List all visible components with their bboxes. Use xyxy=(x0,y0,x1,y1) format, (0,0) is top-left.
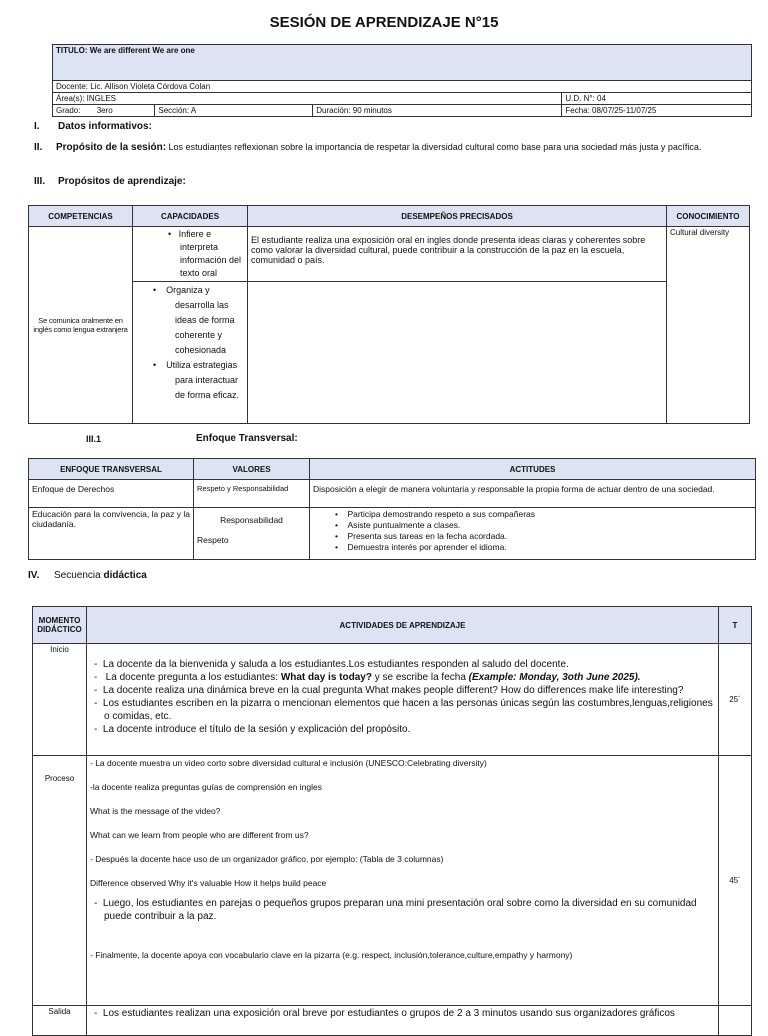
capacidad-1: • Infiere e interpreta información del texto oral xyxy=(168,229,242,278)
proceso-time xyxy=(719,756,752,1006)
actitud-1: • Participa demostrando respeto a sus compañeras xyxy=(335,509,536,519)
enfoque-row2-actitudes xyxy=(310,508,756,560)
actitud-4: • Demuestra interés por aprender el idioma. xyxy=(335,542,507,552)
capacidad-1-cell xyxy=(133,227,248,282)
area-text: Área(s): INGLES xyxy=(56,94,117,103)
enfoque-row1-valor xyxy=(194,480,310,508)
valor-respeto-responsabilidad: Respeto y Responsabilidad xyxy=(197,484,289,493)
momento-proceso xyxy=(33,756,87,1006)
inicio-item-2-a: La docente pregunta a los estudiantes: xyxy=(105,672,279,683)
actitud-1-text: Participa demostrando respeto a sus compañeras xyxy=(347,509,536,519)
salida-time xyxy=(719,1006,752,1036)
desempeno-text: El estudiante realiza una exposición oral en ingles donde presenta ideas claras y coherentes sobre como valorar la diversidad cultural, puede contribuir a la construcción de la paz en la escuela, comunidad o país. xyxy=(251,235,646,265)
section-2-body: Los estudiantes reflexionan sobre la importancia de respetar la diversidad cultural como base para una sociedad más justa y pacífica. xyxy=(168,142,702,152)
inicio-item-1: - La docente da la bienvenida y saluda a los estudiantes.Los estudiantes responden al saludo del docente. xyxy=(94,659,569,670)
area-cell xyxy=(53,93,562,105)
conocimiento-cell xyxy=(667,227,750,424)
inicio-time-value: 25´ xyxy=(729,695,741,704)
inicio-item-5: - La docente introduce el título de la sesión y explicación del propósito. xyxy=(94,724,411,735)
comp-header-desempenos: DESEMPEÑOS PRECISADOS xyxy=(248,206,667,227)
inicio-time xyxy=(719,644,752,756)
enfoque-derechos-text: Enfoque de Derechos xyxy=(32,484,115,494)
capacidad-3-text: Utiliza estrategias para interactuar de forma eficaz. xyxy=(166,360,240,400)
competencia-text: Se comunica oralmente en inglés como lengua extranjera xyxy=(33,316,128,334)
fecha-text: Fecha: 08/07/25-11/07/25 xyxy=(565,106,657,115)
section-2-text xyxy=(56,141,746,154)
proceso-item-2: -la docente realiza preguntas guías de comprensión en ingles xyxy=(90,782,323,792)
actitud-disposicion: Disposición a elegir de manera voluntaria y responsable la propia forma de actuar dentro de una sociedad. xyxy=(313,484,715,494)
valor-responsabilidad: Responsabilidad xyxy=(220,515,283,525)
competencia-cell xyxy=(29,227,133,424)
section-31-heading: Enfoque Transversal: xyxy=(196,433,298,444)
enfoque-header-valores: VALORES xyxy=(194,459,310,480)
enfoque-row2-valor xyxy=(194,508,310,560)
comp-header-capacidades: CAPACIDADES xyxy=(133,206,248,227)
seq-header-momento: MOMENTO DIDÁCTICO xyxy=(33,607,87,644)
info-table xyxy=(52,44,752,117)
comp-header-conocimiento: CONOCIMIENTO xyxy=(667,206,750,227)
secuencia-table xyxy=(32,606,752,1036)
inicio-item-2: - La docente pregunta a los estudiantes: What day is today? y se escribe la fecha (Example: Monday, 3oth June 2025). xyxy=(94,672,641,683)
desempeno-cell xyxy=(248,227,667,282)
proceso-activities xyxy=(87,756,719,1006)
seccion-cell xyxy=(155,105,313,117)
inicio-item-4: - Los estudiantes escriben en la pizarra o mencionan elementos que hacen a las personas únicas según las costumbres,lenguas,religiones o comidas, etc. xyxy=(94,698,713,722)
proceso-item-5: - Después la docente hace uso de un organizador gráfico, por ejemplo: (Tabla de 3 columnas) xyxy=(90,854,444,864)
enfoque-row2-enfoque xyxy=(29,508,194,560)
section-1-heading: Datos informativos: xyxy=(58,121,152,132)
section-31-number: III.1 xyxy=(86,434,102,444)
inicio-item-5-text: La docente introduce el título de la sesión y explicación del propósito. xyxy=(102,724,411,735)
enfoque-header-enfoque: ENFOQUE TRANSVERSAL xyxy=(29,459,194,480)
momento-salida xyxy=(33,1006,87,1036)
section-4-heading xyxy=(54,570,147,581)
enfoque-row1-enfoque xyxy=(29,480,194,508)
valor-respeto: Respeto xyxy=(197,535,229,545)
capacidad-2-3-cell xyxy=(133,282,248,424)
section-4-heading-b: didáctica xyxy=(103,570,147,581)
proceso-item-4: What can we learn from people who are different from us? xyxy=(90,830,309,840)
enfoque-convivencia-text: Educación para la convivencia, la paz y la ciudadanía. xyxy=(32,509,190,529)
actitud-2: • Asiste puntualmente a clases. xyxy=(335,520,461,530)
proceso-item-6: Difference observed Why it's valuable How it helps build peace xyxy=(90,878,327,888)
duracion-text: Duración: 90 minutos xyxy=(316,106,392,115)
section-2-label: Propósito de la sesión: xyxy=(56,142,167,153)
section-2-number: II. xyxy=(34,142,43,153)
capacidad-3: • Utiliza estrategias para interactuar de forma eficaz. xyxy=(153,360,240,400)
ud-cell xyxy=(562,93,752,105)
capacidad-2-text: Organiza y desarrolla las ideas de forma coherente y cohesionada xyxy=(166,285,235,355)
proceso-item-8: - Finalmente, la docente apoya con vocabulario clave en la pizarra (e.g. respect, inclusión,tolerance,culture,empathy y harmony) xyxy=(90,950,573,960)
salida-item-1: - Los estudiantes realizan una exposición oral breve por estudiantes o grupos de 2 a 3 minutos usando sus organizadores gráficos xyxy=(94,1008,675,1019)
grado-cell xyxy=(53,105,155,117)
seq-header-actividades: ACTIVIDADES DE APRENDIZAJE xyxy=(87,607,719,644)
actitud-4-text: Demuestra interés por aprender el idioma. xyxy=(347,542,507,552)
enfoque-table xyxy=(28,458,756,560)
proceso-item-7: - Luego, los estudiantes en parejas o pequeños grupos preparan una mini presentación oral sobre como la diversidad en su comunidad puede contribuir a la paz. xyxy=(94,898,697,922)
proceso-item-3: What is the message of the video? xyxy=(90,806,221,816)
actitud-2-text: Asiste puntualmente a clases. xyxy=(347,520,461,530)
section-4-heading-a: Secuencia xyxy=(54,570,101,581)
grado-label: Grado: xyxy=(56,106,81,115)
titulo-value: We are different We are one xyxy=(89,46,195,55)
section-1-number: I. xyxy=(34,121,40,132)
proceso-item-7-text: Luego, los estudiantes en parejas o pequeños grupos preparan una mini presentación oral sobre como la diversidad en su comunidad puede contribuir a la paz. xyxy=(102,898,697,922)
section-3-number: III. xyxy=(34,176,46,187)
proceso-item-1: - La docente muestra un video corto sobre diversidad cultural e inclusión (UNESCO:Celebrating diversity) xyxy=(90,758,487,768)
conocimiento-text: Cultural diversity xyxy=(670,228,730,237)
docente-cell xyxy=(53,81,752,93)
momento-inicio-label: Inicio xyxy=(50,645,69,654)
page-title: SESIÓN DE APRENDIZAJE N°15 xyxy=(269,14,499,31)
momento-proceso-label: Proceso xyxy=(44,774,75,783)
seccion-text: Sección: A xyxy=(158,106,197,115)
inicio-item-3-text: La docente realiza una dinámica breve en la cual pregunta What makes people different? How do differences make life interesting? xyxy=(102,685,684,696)
momento-salida-label: Salida xyxy=(48,1007,71,1016)
enfoque-row1-actitud xyxy=(310,480,756,508)
inicio-item-2-c: y se escribe la fecha xyxy=(374,672,466,683)
inicio-activities xyxy=(87,644,719,756)
actitud-3: • Presenta sus tareas en la fecha acordada. xyxy=(335,531,508,541)
section-4-number: IV. xyxy=(28,570,40,581)
desempeno-empty-cell xyxy=(248,282,667,424)
titulo-cell xyxy=(53,45,752,81)
actitud-3-text: Presenta sus tareas en la fecha acordada. xyxy=(347,531,508,541)
grado-value: 3ero xyxy=(96,106,113,115)
docente-text: Docente: Lic. Allison Violeta Córdova Colan xyxy=(56,82,211,91)
titulo-label: TITULO: xyxy=(56,46,88,55)
fecha-cell xyxy=(562,105,752,117)
capacidad-2: • Organiza y desarrolla las ideas de forma coherente y cohesionada xyxy=(153,285,235,355)
inicio-item-4-text: Los estudiantes escriben en la pizarra o mencionan elementos que hacen a las personas únicas según las costumbres,lenguas,religiones o comidas, etc. xyxy=(102,698,713,722)
proceso-time-value: 45´ xyxy=(729,876,741,885)
duracion-cell xyxy=(313,105,562,117)
inicio-item-3: - La docente realiza una dinámica breve en la cual pregunta What makes people different? How do differences make life interesting? xyxy=(94,685,684,696)
momento-inicio xyxy=(33,644,87,756)
salida-item-1-text: Los estudiantes realizan una exposición oral breve por estudiantes o grupos de 2 a 3 minutos usando sus organizadores gráficos xyxy=(102,1008,675,1019)
enfoque-header-actitudes: ACTITUDES xyxy=(310,459,756,480)
salida-activities xyxy=(87,1006,719,1036)
inicio-item-2-d: (Example: Monday, 3oth June 2025). xyxy=(468,672,641,683)
competencias-table xyxy=(28,205,750,424)
comp-header-competencias: COMPETENCIAS xyxy=(29,206,133,227)
capacidad-1-text: Infiere e interpreta información del texto oral xyxy=(178,229,242,278)
section-3-heading: Propósitos de aprendizaje: xyxy=(58,176,186,187)
inicio-item-2-b: What day is today? xyxy=(280,672,372,683)
seq-header-t: T xyxy=(719,607,752,644)
inicio-item-1-text: La docente da la bienvenida y saluda a los estudiantes.Los estudiantes responden al saludo del docente. xyxy=(102,659,569,670)
ud-text: U.D. N°: 04 xyxy=(565,94,606,103)
